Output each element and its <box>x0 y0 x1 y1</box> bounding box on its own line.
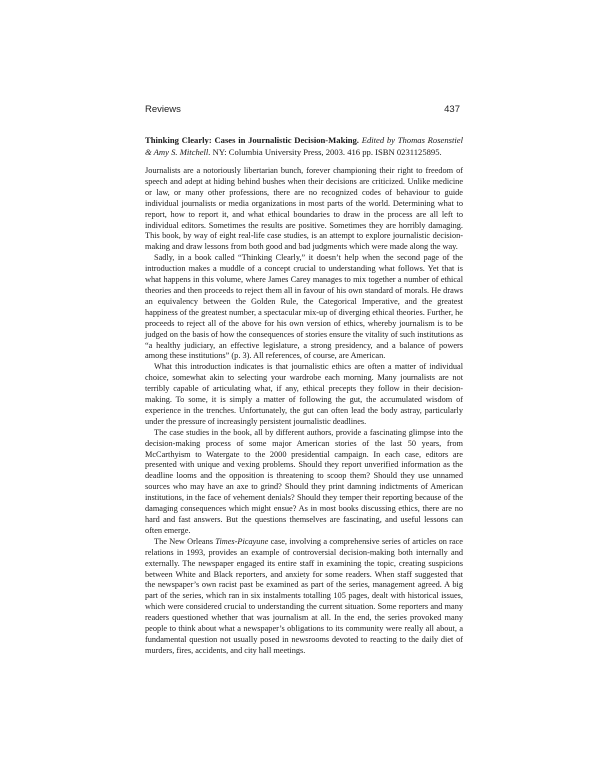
book-title: Thinking Clearly: Cases in Journalistic Decision-Making. <box>145 135 359 145</box>
review-body <box>145 166 463 657</box>
review-paragraph-4: The case studies in the book, all by different authors, provide a fascinating glimpse into the decision-making process of some major American stories of the last 50 years, from McCarthyism to Watergate to the 2000 presidential campaign. In each case, editors are presented with unique and vexing problems. Should they report unverified information as the deadline looms and the opposition is threatening to scoop them? Should they use unnamed sources who may have an axe to grind? Should they print damning indictments of American institutions, in the face of vehement denials? Should they temper their reporting because of the damaging consequences which might ensue? As in most books discussing ethics, there are no hard and fast answers. But the questions themselves are fascinating, and useful lessons can often emerge. <box>145 427 463 535</box>
running-head <box>145 104 460 120</box>
review-paragraph-3: What this introduction indicates is that journalistic ethics are often a matter of individual choice, somewhat akin to selecting your wardrobe each morning. Many journalists are not terribly capable of articulating what, if any, ethical precepts they follow in their decision-making. To some, it is simply a matter of following the gut, the accumulated wisdom of experience in the trenches. Unfortunately, the gut can often lead the body astray, particularly under the pressure of increasingly persistent journalistic deadlines. <box>145 362 463 426</box>
page-number: 437 <box>444 104 460 115</box>
paragraph-5-text: case, involving a comprehensive series of articles on race relations in 1993, provides an example of controversial decision-making both internally and externally. The newspaper engaged its entire staff in examining the topic, creating suspicions between White and Black reporters, and anxiety for some readers. When staff suggested that the newspaper’s own racist past be examined as part of the series, management agreed. A big part of the series, which ran in six instalments totalling 105 pages, dealt with historical issues, which were considered crucial to understanding the current situation. Some reporters and many readers questioned whether that was journalism at all. In the end, the series provoked many people to think about what a newspaper’s obligations to its community were really all about, a fundamental question not usually posed in newsrooms devoted to reacting to the daily diet of murders, fires, accidents, and city hall meetings. <box>145 536 463 655</box>
book-editors: Edited by Thomas Rosenstiel & Amy S. Mitchell. <box>145 135 463 157</box>
review-paragraph-2: Sadly, in a book called “Thinking Clearly,” it doesn’t help when the second page of the introduction makes a muddle of a concept crucial to understanding what follows. Yet that is what happens in this volume, where James Carey manages to mix together a number of ethical theories and then proceeds to reject them all in favour of his own standard of morals. He draws an equivalency between the Golden Rule, the Categorical Imperative, and the greatest happiness of the greatest number, a spectacular mix-up of diverging ethical theories. Further, he proceeds to reject all of the above for his own version of ethics, whereby journalism is to be judged on the basis of how the consequences of stories ensure the vitality of such institutions as “a healthy judiciary, an effective legislature, a strong presidency, and a balance of powers among these institutions” (p. 3). All references, of course, are American. <box>145 253 463 361</box>
section-name: Reviews <box>145 104 181 115</box>
newspaper-name: Times-Picayune <box>215 536 269 546</box>
review-paragraph-1: Journalists are a notoriously libertarian bunch, forever championing their right to freedom of speech and adept at hiding behind bushes when their decisions are criticized. Unlike medicine or law, or many other professions, there are no recognized codes of behaviour to guide individual journalists or media organizations in most parts of the world. Determining what to report, how to report it, and what ethical boundaries to draw in the process are all left to individual editors. Sometimes the results are positive. Sometimes they are horribly damaging. This book, by way of eight real-life case studies, is an attempt to explore journalistic decision-making and draw lessons from both good and bad judgments which were made along the way. <box>145 166 463 252</box>
book-citation <box>145 135 463 158</box>
publication-details: NY: Columbia University Press, 2003. 416 pp. ISBN 0231125895. <box>212 146 442 157</box>
review-paragraph-5 <box>145 537 463 657</box>
paragraph-5-lead: The New Orleans <box>154 536 216 546</box>
